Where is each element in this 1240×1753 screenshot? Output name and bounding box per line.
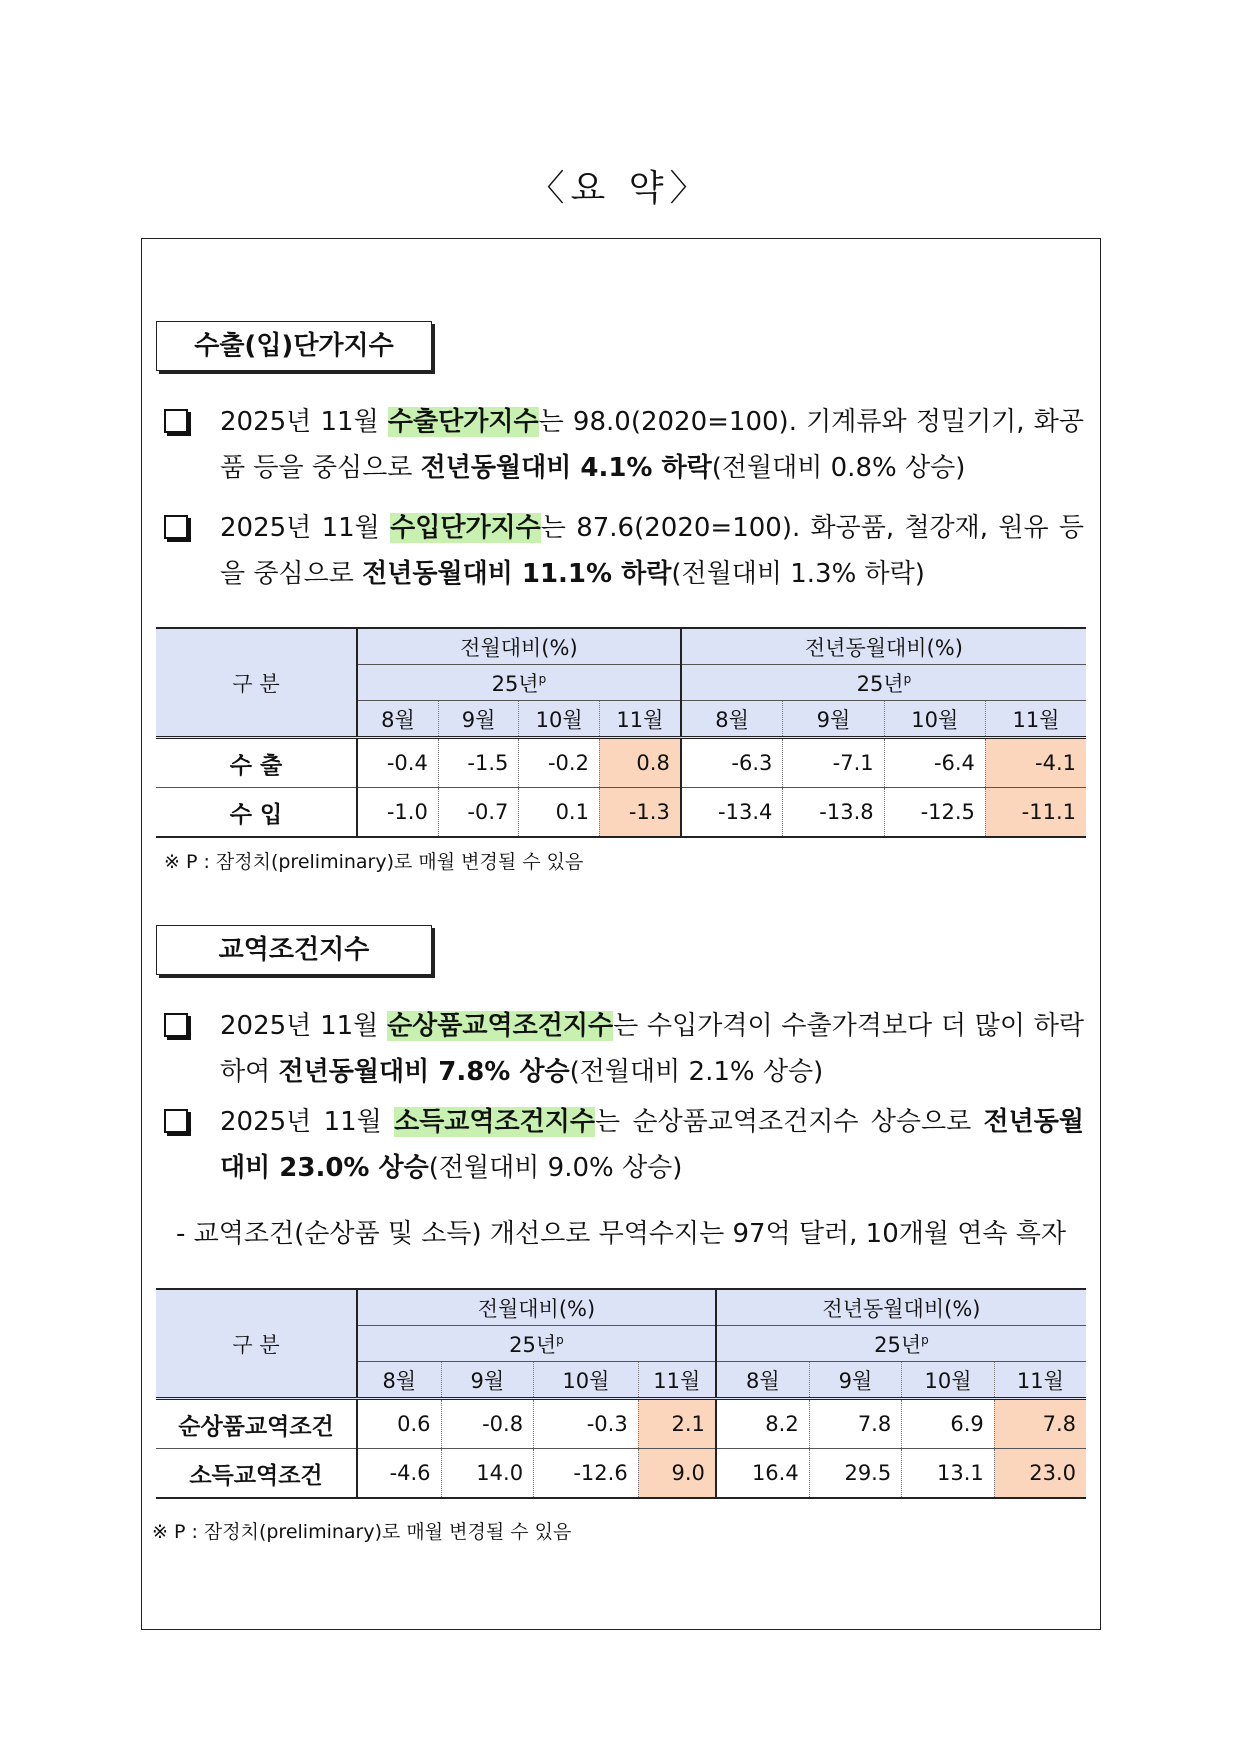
trade-balance-note: - 교역조건(순상품 및 소득) 개선으로 무역수지는 97억 달러, 10개월 연속 흑자	[176, 1219, 1066, 1249]
cell: -13.8	[783, 788, 884, 838]
year-header: 25년$^p$	[357, 665, 681, 701]
bullet-income-terms	[164, 1099, 1084, 1191]
year-header: 25년$^p$	[681, 665, 1086, 701]
month-header: 8월	[357, 701, 438, 738]
cell: 6.9	[902, 1399, 995, 1449]
cell: 16.4	[716, 1449, 809, 1499]
section-label-unit-value-index: 수출(입)단가지수	[156, 321, 432, 371]
table-group-header: 구 분	[156, 628, 357, 738]
month-header: 10월	[884, 701, 985, 738]
month-header: 10월	[902, 1362, 995, 1399]
highlight-term: 수입단가지수	[390, 513, 541, 543]
bullet-export-price-index	[164, 399, 1084, 491]
table-row	[156, 738, 1086, 788]
cell: -1.5	[438, 738, 519, 788]
text-part: 는 수입가격이 수출가격보다 더 많이 하락하여	[220, 1011, 1085, 1087]
row-label: 순상품교역조건	[156, 1399, 357, 1449]
cell-highlight: -1.3	[599, 788, 680, 838]
col-header-mom: 전월대비(%)	[357, 1289, 716, 1326]
table-group-header: 구 분	[156, 1289, 357, 1399]
month-header: 9월	[783, 701, 884, 738]
text-part: 는 순상품교역조건지수 상승으로	[595, 1107, 984, 1137]
table-row	[156, 1399, 1086, 1449]
cell: -6.4	[884, 738, 985, 788]
cell: -0.2	[519, 738, 600, 788]
text-part: 는 98.0(2020=100). 기계류와 정밀기기, 화공품 등을 중심으로	[220, 407, 1085, 483]
month-header: 8월	[716, 1362, 809, 1399]
summary-box	[141, 238, 1101, 1630]
month-header: 10월	[534, 1362, 639, 1399]
cell: 0.1	[519, 788, 600, 838]
checkbox-bullet-icon	[164, 515, 188, 539]
terms-of-trade-table	[156, 1288, 1086, 1499]
text-part: (전월대비 1.3% 하락)	[671, 559, 925, 589]
text-part: 는 87.6(2020=100). 화공품, 철강재, 원유 등을 중심으로	[220, 513, 1084, 589]
month-header: 8월	[357, 1362, 441, 1399]
row-label: 소득교역조건	[156, 1449, 357, 1499]
cell: -6.3	[681, 738, 783, 788]
cell: -1.0	[357, 788, 438, 838]
unit-value-table	[156, 627, 1086, 838]
year-header: 25년$^p$	[357, 1326, 716, 1362]
cell: -12.6	[534, 1449, 639, 1499]
bold-text: 전년동월대비 4.1% 하락	[420, 453, 712, 483]
year-header: 25년$^p$	[716, 1326, 1086, 1362]
month-header: 11월	[985, 701, 1086, 738]
cell-highlight: 0.8	[599, 738, 680, 788]
cell-highlight: -4.1	[985, 738, 1086, 788]
cell: -7.1	[783, 738, 884, 788]
checkbox-bullet-icon	[164, 409, 188, 433]
table-row	[156, 1449, 1086, 1499]
cell: -12.5	[884, 788, 985, 838]
col-header-mom: 전월대비(%)	[357, 628, 681, 665]
text-part: (전월대비 0.8% 상승)	[711, 453, 966, 483]
highlight-term: 수출단가지수	[387, 407, 539, 437]
col-header-yoy: 전년동월대비(%)	[681, 628, 1086, 665]
table-row	[156, 788, 1086, 838]
month-header: 9월	[438, 701, 519, 738]
text-part: 2025년 11월	[220, 407, 388, 437]
cell: 8.2	[716, 1399, 809, 1449]
bold-text: 전년동월대비 11.1% 하락	[362, 559, 672, 589]
cell: -0.8	[441, 1399, 534, 1449]
month-header: 9월	[809, 1362, 902, 1399]
cell-highlight: -11.1	[985, 788, 1086, 838]
text-part: 2025년 11월	[220, 1011, 388, 1041]
cell: -4.6	[357, 1449, 441, 1499]
table-note: ※ P : 잠정치(preliminary)로 매월 변경될 수 있음	[152, 1521, 572, 1543]
cell-highlight: 9.0	[638, 1449, 716, 1499]
checkbox-bullet-icon	[164, 1109, 188, 1133]
row-label: 수 입	[156, 788, 357, 838]
month-header: 10월	[519, 701, 600, 738]
cell-highlight: 2.1	[638, 1399, 716, 1449]
cell: -0.4	[357, 738, 438, 788]
text-part: (전월대비 2.1% 상승)	[569, 1057, 824, 1087]
cell-highlight: 23.0	[994, 1449, 1086, 1499]
highlight-term: 순상품교역조건지수	[387, 1011, 614, 1041]
text-part: 2025년 11월	[220, 1107, 395, 1137]
bold-text: 전년동월대비 23.0% 상승	[220, 1107, 1084, 1183]
cell: 0.6	[357, 1399, 441, 1449]
row-label: 수 출	[156, 738, 357, 788]
bullet-import-price-index	[164, 505, 1084, 597]
cell: -0.7	[438, 788, 519, 838]
table-note: ※ P : 잠정치(preliminary)로 매월 변경될 수 있음	[164, 851, 584, 873]
cell: 7.8	[809, 1399, 902, 1449]
month-header: 11월	[994, 1362, 1086, 1399]
cell: 13.1	[902, 1449, 995, 1499]
month-header: 11월	[599, 701, 680, 738]
cell-highlight: 7.8	[994, 1399, 1086, 1449]
bold-text: 전년동월대비 7.8% 상승	[278, 1057, 570, 1087]
cell: -13.4	[681, 788, 783, 838]
page-title: 〈요 약〉	[528, 168, 712, 209]
section-label-terms-of-trade: 교역조건지수	[156, 925, 432, 975]
checkbox-bullet-icon	[164, 1013, 188, 1037]
col-header-yoy: 전년동월대비(%)	[716, 1289, 1086, 1326]
text-part: 2025년 11월	[220, 513, 391, 543]
month-header: 8월	[681, 701, 783, 738]
cell: 29.5	[809, 1449, 902, 1499]
cell: 14.0	[441, 1449, 534, 1499]
month-header: 9월	[441, 1362, 534, 1399]
month-header: 11월	[638, 1362, 716, 1399]
text-part: (전월대비 9.0% 상승)	[428, 1153, 683, 1183]
cell: -0.3	[534, 1399, 639, 1449]
bullet-net-barter-terms	[164, 1003, 1084, 1095]
highlight-term: 소득교역조건지수	[394, 1107, 596, 1137]
